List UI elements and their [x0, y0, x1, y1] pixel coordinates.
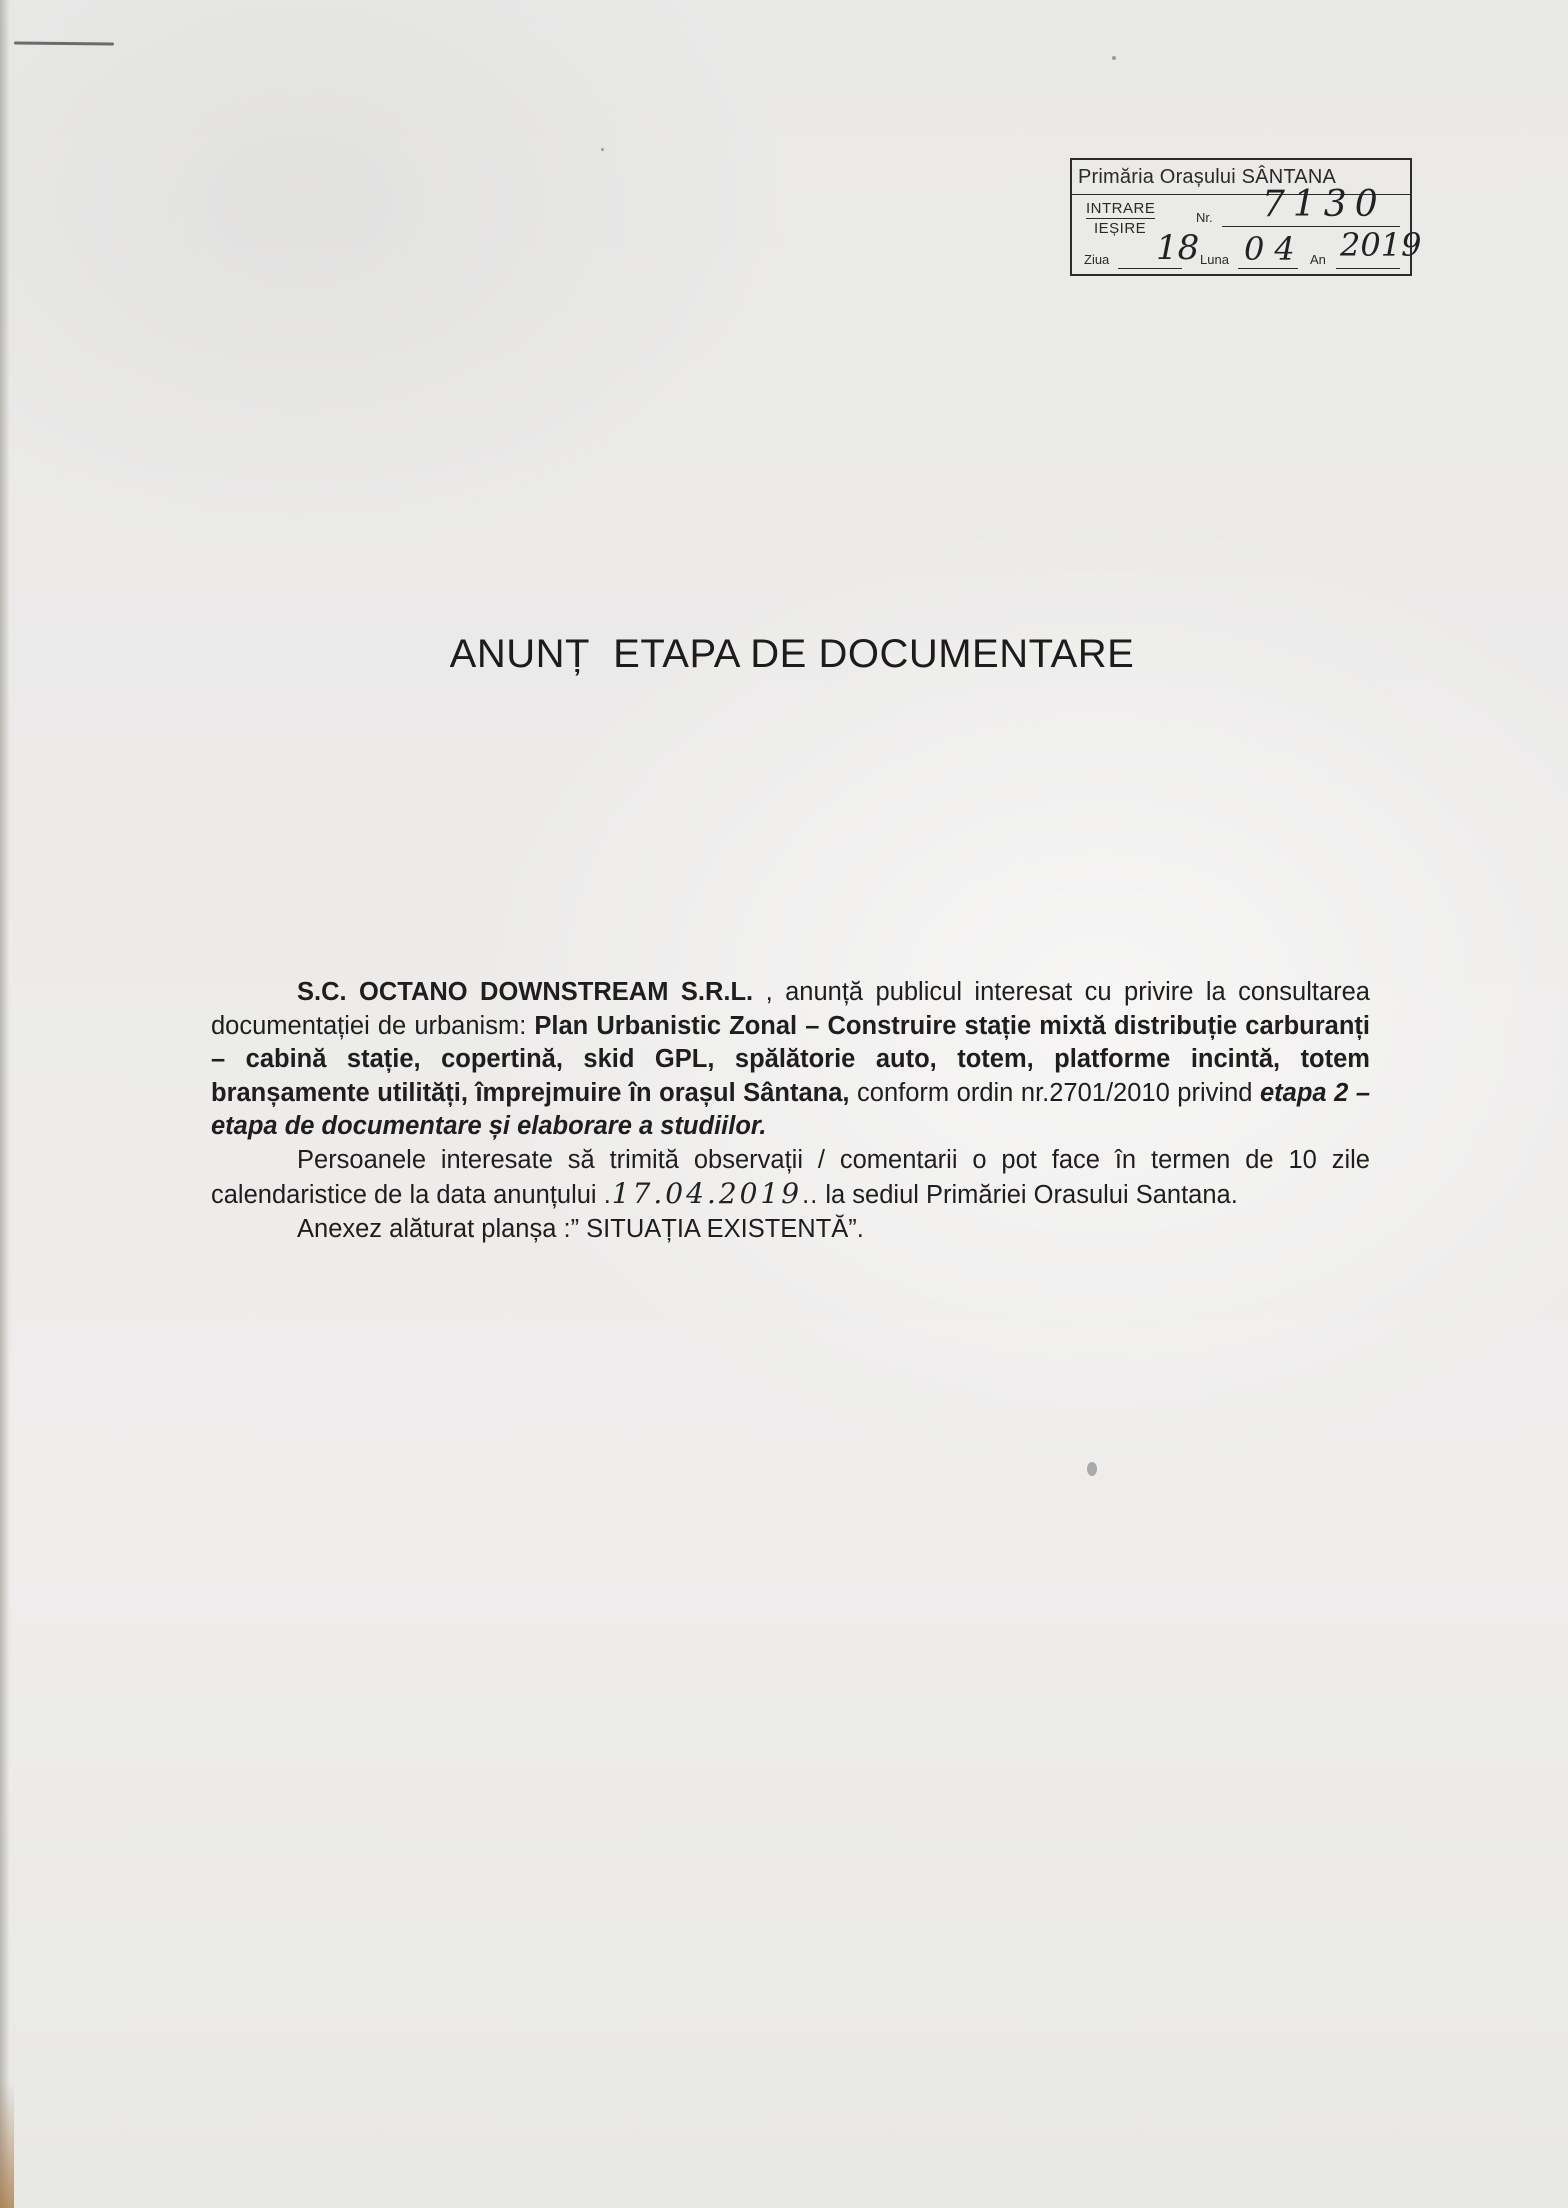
stamp-an-value: 2019 [1340, 226, 1422, 264]
paragraph-annex [211, 1213, 1370, 1247]
dust-speck [1112, 56, 1116, 60]
order-reference: conform ordin nr.2701/2010 privind [849, 1078, 1260, 1107]
project-description: Plan Urbanistic Zonal – Construire stație mixtă distribuție carburanți – cabină stație, copertină, skid GPL, spălătorie auto, totem, platforme incintă, totem branșamente utilități, împrejmuire în orașul Sântana, [211, 1011, 1370, 1107]
pencil-mark [14, 41, 114, 45]
annex-text: Anexez alăturat planșa :” SITUAȚIA EXISTENTĂ”. [297, 1214, 864, 1243]
stamp-luna-value: 04 [1244, 230, 1305, 268]
stamp-ziua-value: 18 [1156, 228, 1200, 268]
stamp-nr-value: 7130 [1262, 184, 1386, 225]
stage-description: etapa 2 – etapa de documentare și elaborare a studiilor. [211, 1078, 1371, 1140]
stamp-an-label: An [1310, 252, 1326, 267]
paragraph-observations [211, 1144, 1370, 1213]
document-title: ANUNȚ ETAPA DE DOCUMENTARE [449, 632, 1135, 676]
observations-text: Persoanele interesate să trimită observații / comentarii o pot face în termen de 10 zile calendaristice de la data anunțului [211, 1145, 1370, 1209]
date-dots: .. [802, 1181, 819, 1209]
stamp-iesire-label: IEȘIRE [1094, 220, 1147, 237]
page-edge-shadow [0, 0, 10, 2208]
stamp-luna-line [1238, 268, 1298, 269]
stamp-title: Primăria Orașului SÂNTANA [1078, 166, 1337, 188]
stamp-ziua-label: Ziua [1084, 252, 1110, 267]
registration-stamp [1070, 158, 1422, 276]
announcement-text: , anunță publicul interesat cu privire la consultarea documentației de urbanism: [211, 978, 1370, 1040]
stamp-an-line [1336, 268, 1400, 269]
stamp-ziua-line [1118, 268, 1182, 269]
stamp-luna-label: Luna [1200, 252, 1229, 267]
stamp-intrare-label: INTRARE [1086, 200, 1156, 217]
dust-speck [1087, 1462, 1097, 1476]
dust-speck [601, 148, 604, 151]
stamp-nr-label: Nr. [1196, 210, 1213, 225]
location-text: la sediul Primăriei Orasului Santana. [818, 1181, 1238, 1209]
page-corner-shadow [0, 2080, 14, 2208]
date-dots: . [603, 1181, 612, 1209]
announcement-body [211, 976, 1370, 1246]
handwritten-date: 17.04.2019 [611, 1177, 803, 1210]
paragraph-announcement [211, 976, 1370, 1144]
company-name: S.C. OCTANO DOWNSTREAM S.R.L. [297, 978, 754, 1006]
